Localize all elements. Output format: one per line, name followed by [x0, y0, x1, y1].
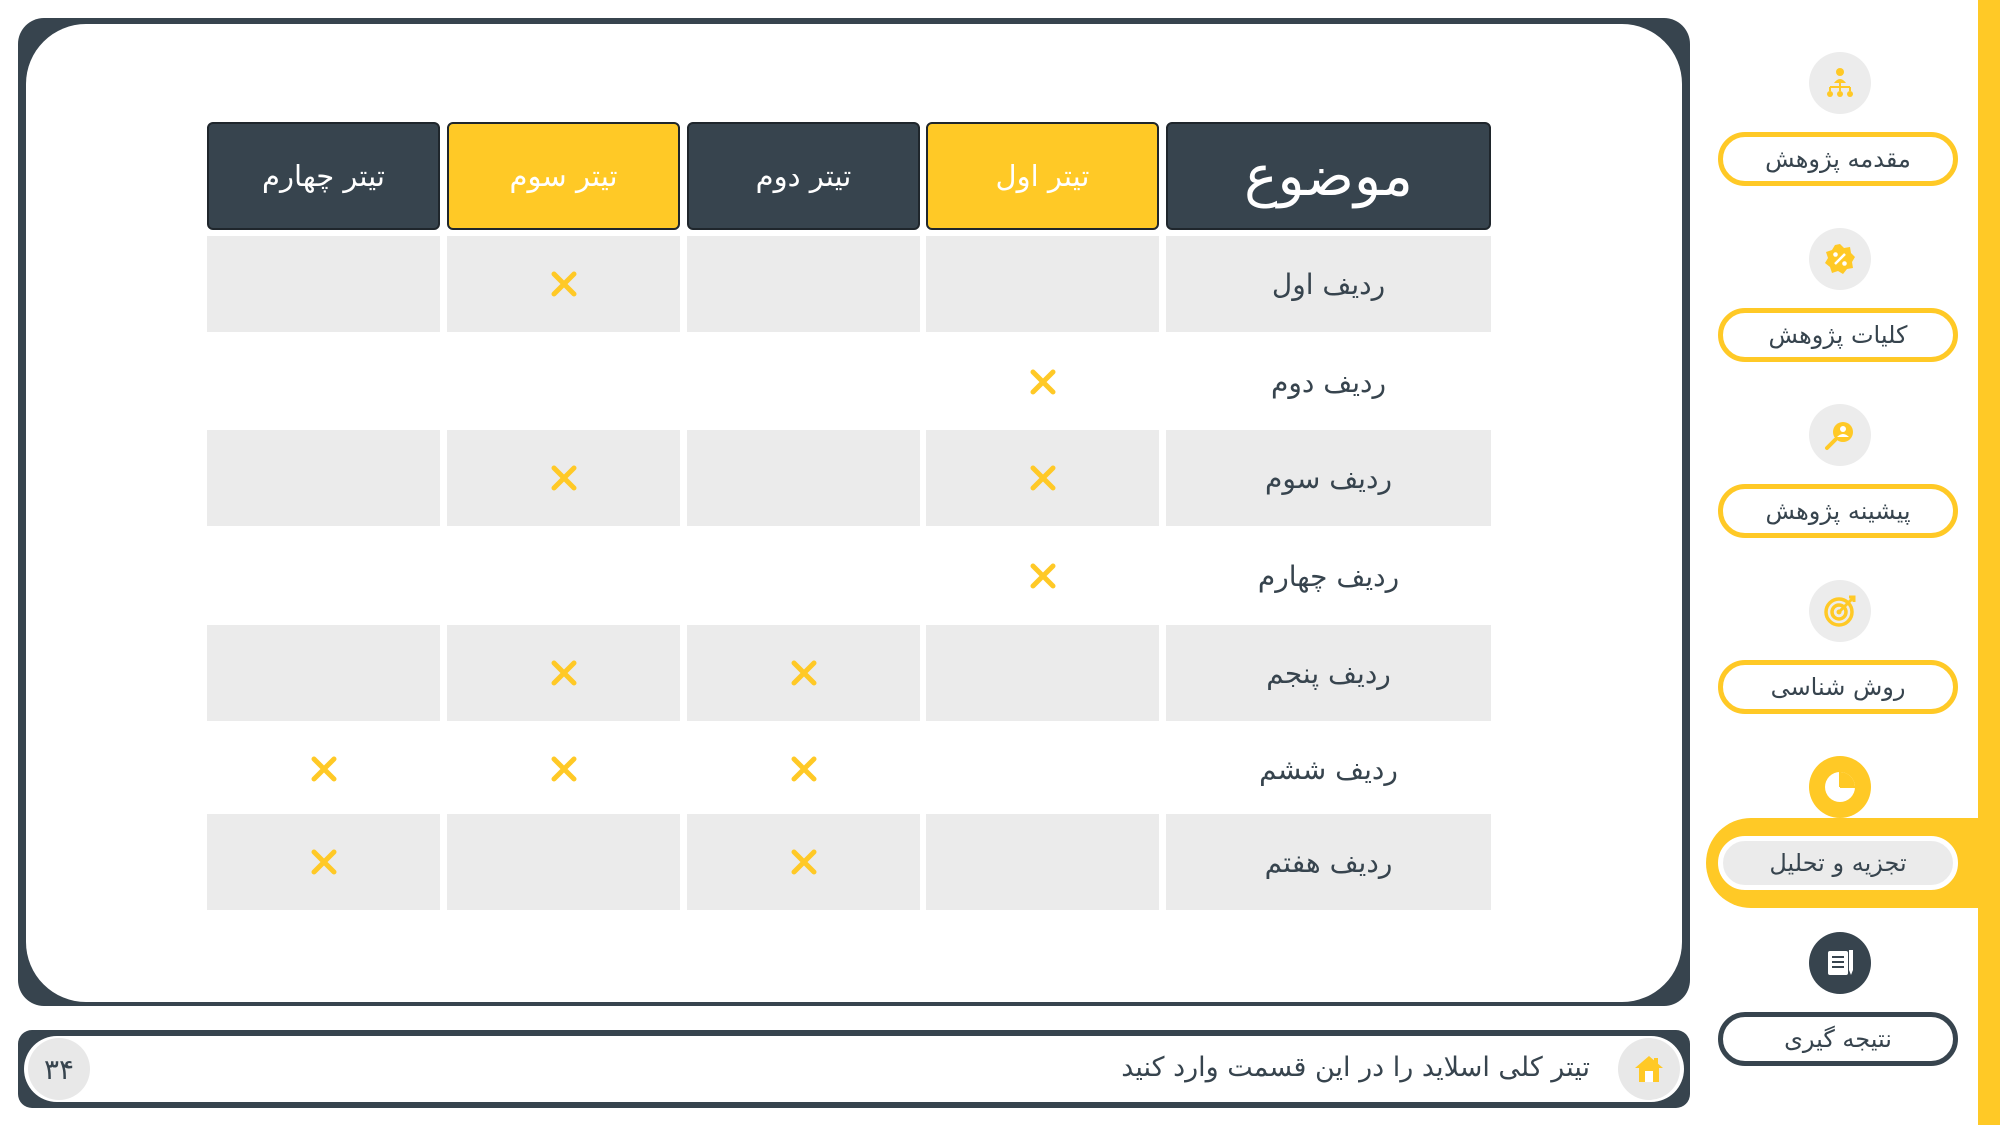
- check-icon: [1026, 659, 1060, 687]
- table-cell: [926, 814, 1159, 910]
- table-cell: [207, 528, 440, 624]
- cross-icon: [790, 755, 818, 783]
- right-accent-strip: [1978, 0, 2000, 1125]
- check-icon: [787, 562, 821, 590]
- check-icon: [547, 562, 581, 590]
- check-icon: [1026, 755, 1060, 783]
- sidebar-item-literature[interactable]: پیشینه پژوهش: [1718, 484, 1958, 538]
- table-cell: [926, 625, 1159, 721]
- table-cell: [687, 236, 920, 332]
- cross-icon: [550, 755, 578, 783]
- slide-title: تیتر کلی اسلاید را در این قسمت وارد کنید: [1121, 1052, 1590, 1083]
- document-icon: [1809, 932, 1871, 994]
- row-label: ردیف سوم: [1166, 430, 1491, 526]
- header-subject: موضوع: [1166, 122, 1491, 230]
- check-icon: [787, 464, 821, 492]
- pie-chart-icon: [1809, 756, 1871, 818]
- check-icon: [787, 368, 821, 396]
- table-cell: [687, 814, 920, 910]
- check-icon: [1026, 848, 1060, 876]
- sidebar-item-conclusion[interactable]: نتیجه گیری: [1718, 1012, 1958, 1066]
- row-label: ردیف هفتم: [1166, 814, 1491, 910]
- row-label: ردیف اول: [1166, 236, 1491, 332]
- search-person-icon: [1809, 404, 1871, 466]
- home-button[interactable]: [1618, 1038, 1680, 1100]
- check-icon: [307, 368, 341, 396]
- table-cell: [926, 721, 1159, 817]
- cross-icon: [1029, 368, 1057, 396]
- page-number: ۳۴: [28, 1038, 90, 1100]
- table-cell: [926, 236, 1159, 332]
- table-cell: [447, 236, 680, 332]
- check-icon: [307, 659, 341, 687]
- check-icon: [787, 270, 821, 298]
- table-cell: [447, 430, 680, 526]
- home-icon: [1632, 1053, 1666, 1085]
- row-label: ردیف ششم: [1259, 752, 1398, 786]
- cross-icon: [550, 464, 578, 492]
- check-icon: [307, 270, 341, 298]
- sidebar-item-generalities[interactable]: کلیات پژوهش: [1718, 308, 1958, 362]
- sidebar-item-intro[interactable]: مقدمه پژوهش: [1718, 132, 1958, 186]
- table-cell: [447, 334, 680, 430]
- cross-icon: [1029, 562, 1057, 590]
- table-cell: [447, 625, 680, 721]
- table-cell: [207, 334, 440, 430]
- table-cell: [687, 334, 920, 430]
- check-icon: [307, 464, 341, 492]
- check-icon: [547, 368, 581, 396]
- sidebar-item-methodology[interactable]: روش شناسی: [1718, 660, 1958, 714]
- cross-icon: [550, 659, 578, 687]
- cross-icon: [790, 848, 818, 876]
- cross-icon: [550, 270, 578, 298]
- table-cell: [926, 528, 1159, 624]
- header-h4: تیتر چهارم: [207, 122, 440, 230]
- table-cell: [207, 236, 440, 332]
- table-cell: [447, 721, 680, 817]
- table-cell: [207, 430, 440, 526]
- sidebar-item-analysis[interactable]: تجزیه و تحلیل: [1718, 836, 1958, 890]
- table-cell: [687, 528, 920, 624]
- table-cell: [687, 721, 920, 817]
- table-cell: [207, 814, 440, 910]
- row-label: ردیف پنجم: [1166, 625, 1491, 721]
- check-icon: [307, 562, 341, 590]
- check-icon: [547, 848, 581, 876]
- table-cell: [447, 528, 680, 624]
- table-cell: [447, 814, 680, 910]
- table-cell: [207, 625, 440, 721]
- table-cell: [926, 430, 1159, 526]
- table-cell: [926, 334, 1159, 430]
- row-label: ردیف چهارم: [1257, 559, 1400, 593]
- network-icon: [1809, 52, 1871, 114]
- table-cell: [687, 430, 920, 526]
- cross-icon: [790, 659, 818, 687]
- table-cell: [687, 625, 920, 721]
- cross-icon: [1029, 464, 1057, 492]
- check-icon: [1026, 270, 1060, 298]
- target-icon: [1809, 580, 1871, 642]
- percent-badge-icon: [1809, 228, 1871, 290]
- header-h3: تیتر سوم: [447, 122, 680, 230]
- table-cell: [207, 721, 440, 817]
- header-h2: تیتر دوم: [687, 122, 920, 230]
- header-h1: تیتر اول: [926, 122, 1159, 230]
- row-label: ردیف دوم: [1271, 365, 1386, 399]
- cross-icon: [310, 848, 338, 876]
- cross-icon: [310, 755, 338, 783]
